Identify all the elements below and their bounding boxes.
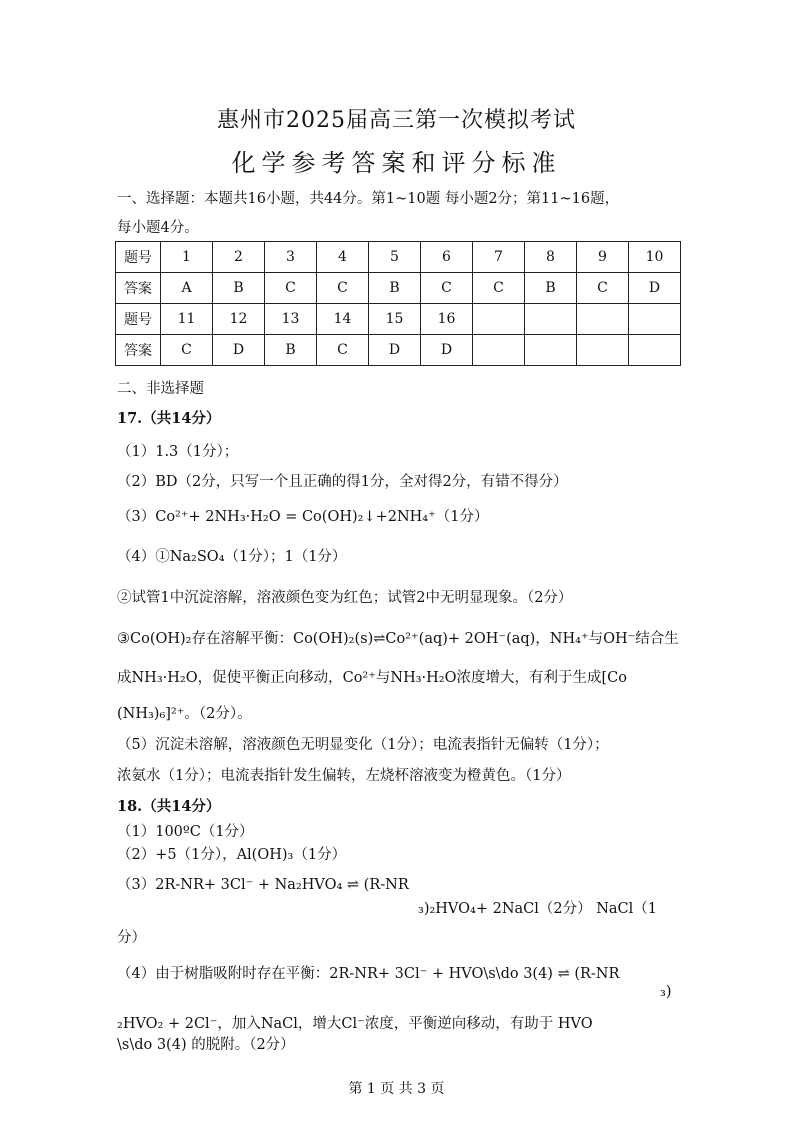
answer-table-cell — [577, 304, 629, 335]
answer-table-cell: 13 — [265, 304, 317, 335]
answer-table-cell — [577, 335, 629, 366]
q17-part1: （1）1.3（1分）； — [117, 444, 239, 460]
answer-table — [115, 241, 681, 366]
answer-table-cell: 16 — [421, 304, 473, 335]
answer-table-cell: B — [369, 273, 421, 304]
q18-part4-line2: ₃) — [660, 984, 672, 1000]
answer-table-cell: D — [629, 273, 681, 304]
q17-header: 17.（共14分） — [117, 410, 221, 427]
answer-table-cell — [525, 304, 577, 335]
q18-part1: （1）100ºC（1分） — [117, 824, 254, 840]
answer-table-cell: 5 — [369, 242, 421, 273]
q18-part3-line3: 分） — [117, 930, 146, 946]
q18-header: 18.（共14分） — [117, 798, 221, 815]
answer-table-cell — [473, 304, 525, 335]
answer-table-cell: 12 — [213, 304, 265, 335]
answer-table-cell: 9 — [577, 242, 629, 273]
answer-table-cell: B — [213, 273, 265, 304]
answer-table-row-header: 答案 — [116, 335, 161, 366]
answer-table-cell — [525, 335, 577, 366]
answer-table-cell — [629, 335, 681, 366]
q18-part3-line2: ₃)₂HVO₄+ 2NaCl（2分） NaCl（1 — [418, 901, 658, 917]
answer-table-cell: 7 — [473, 242, 525, 273]
answer-table-row — [116, 335, 681, 366]
section1-intro-line2: 每小题4分。 — [117, 220, 199, 236]
answer-table-row-header: 题号 — [116, 242, 161, 273]
q17-part2: （2）BD（2分，只写一个且正确的得1分，全对得2分，有错不得分） — [117, 474, 568, 490]
q18-part4-line3: ₂HVO₂ + 2Cl⁻，加入NaCl，增大Cl⁻浓度，平衡逆向移动，有助于 HVO — [117, 1016, 593, 1032]
answer-table-cell: 1 — [161, 242, 213, 273]
answer-table-cell: D — [213, 335, 265, 366]
q18-part3-line1: （3）2R-NR+ 3Cl⁻ + Na₂HVO₄ ⇌ (R-NR — [117, 877, 409, 893]
answer-table-cell: C — [161, 335, 213, 366]
q18-part4-line4: \s\do 3(4) 的脱附。（2分） — [117, 1037, 295, 1053]
answer-table-cell: 14 — [317, 304, 369, 335]
answer-table-cell: C — [317, 335, 369, 366]
exam-subtitle: 化学参考答案和评分标准 — [231, 149, 562, 177]
answer-table-cell: D — [421, 335, 473, 366]
section2-title: 二、非选择题 — [117, 381, 204, 397]
answer-table-cell: 15 — [369, 304, 421, 335]
page-footer: 第 1 页 共 3 页 — [348, 1081, 445, 1097]
answer-table-row — [116, 273, 681, 304]
answer-table-cell: 8 — [525, 242, 577, 273]
answer-table-cell: 11 — [161, 304, 213, 335]
answer-table-cell: D — [369, 335, 421, 366]
q17-part4-3-line2: 成NH₃·H₂O，促使平衡正向移动，Co²⁺与NH₃·H₂O浓度增大，有利于生成[Co — [117, 670, 627, 686]
answer-table-cell: 10 — [629, 242, 681, 273]
answer-table-row-header: 题号 — [116, 304, 161, 335]
answer-table-cell — [473, 335, 525, 366]
answer-table-cell: C — [577, 273, 629, 304]
q17-part4-3-line3: (NH₃)₆]²⁺。（2分）。 — [117, 706, 252, 722]
answer-table-cell: 2 — [213, 242, 265, 273]
q17-part5-line1: （5）沉淀未溶解，溶液颜色无明显变化（1分）；电流表指针无偏转（1分）； — [117, 737, 609, 753]
answer-table-cell: 6 — [421, 242, 473, 273]
q17-part4-3-line1: ③Co(OH)₂存在溶解平衡：Co(OH)₂(s)⇌Co²⁺(aq)+ 2OH⁻(aq)，NH₄⁺与OH⁻结合生 — [117, 631, 679, 647]
q18-part2: （2）+5（1分），Al(OH)₃（1分） — [117, 847, 347, 863]
answer-table-cell: C — [265, 273, 317, 304]
answer-table-cell — [629, 304, 681, 335]
q17-part4-2: ②试管1中沉淀溶解，溶液颜色变为红色；试管2中无明显现象。（2分） — [117, 590, 573, 606]
answer-table-cell: B — [265, 335, 317, 366]
answer-table-row — [116, 304, 681, 335]
exam-title: 惠州市2025届高三第一次模拟考试 — [217, 108, 576, 133]
answer-table-cell: 4 — [317, 242, 369, 273]
answer-table-row-header: 答案 — [116, 273, 161, 304]
answer-table-cell: B — [525, 273, 577, 304]
q17-part5-line2: 浓氨水（1分）；电流表指针发生偏转，左烧杯溶液变为橙黄色。（1分） — [117, 768, 571, 784]
answer-table-cell: 3 — [265, 242, 317, 273]
answer-table-cell: C — [473, 273, 525, 304]
answer-table-cell: A — [161, 273, 213, 304]
answer-table-row — [116, 242, 681, 273]
section1-intro-line1: 一、选择题：本题共16小题，共44分。第1~10题 每小题2分；第11~16题， — [117, 191, 620, 207]
answer-table-cell: C — [317, 273, 369, 304]
q17-part3: （3）Co²⁺+ 2NH₃·H₂O = Co(OH)₂↓+2NH₄⁺（1分） — [117, 509, 489, 525]
q18-part4-line1: （4）由于树脂吸附时存在平衡：2R-NR+ 3Cl⁻ + HVO\s\do 3(4) ⇌ (R-NR — [117, 966, 620, 982]
answer-table-cell: C — [421, 273, 473, 304]
q17-part4: （4）①Na₂SO₄（1分）；1（1分） — [117, 549, 347, 565]
